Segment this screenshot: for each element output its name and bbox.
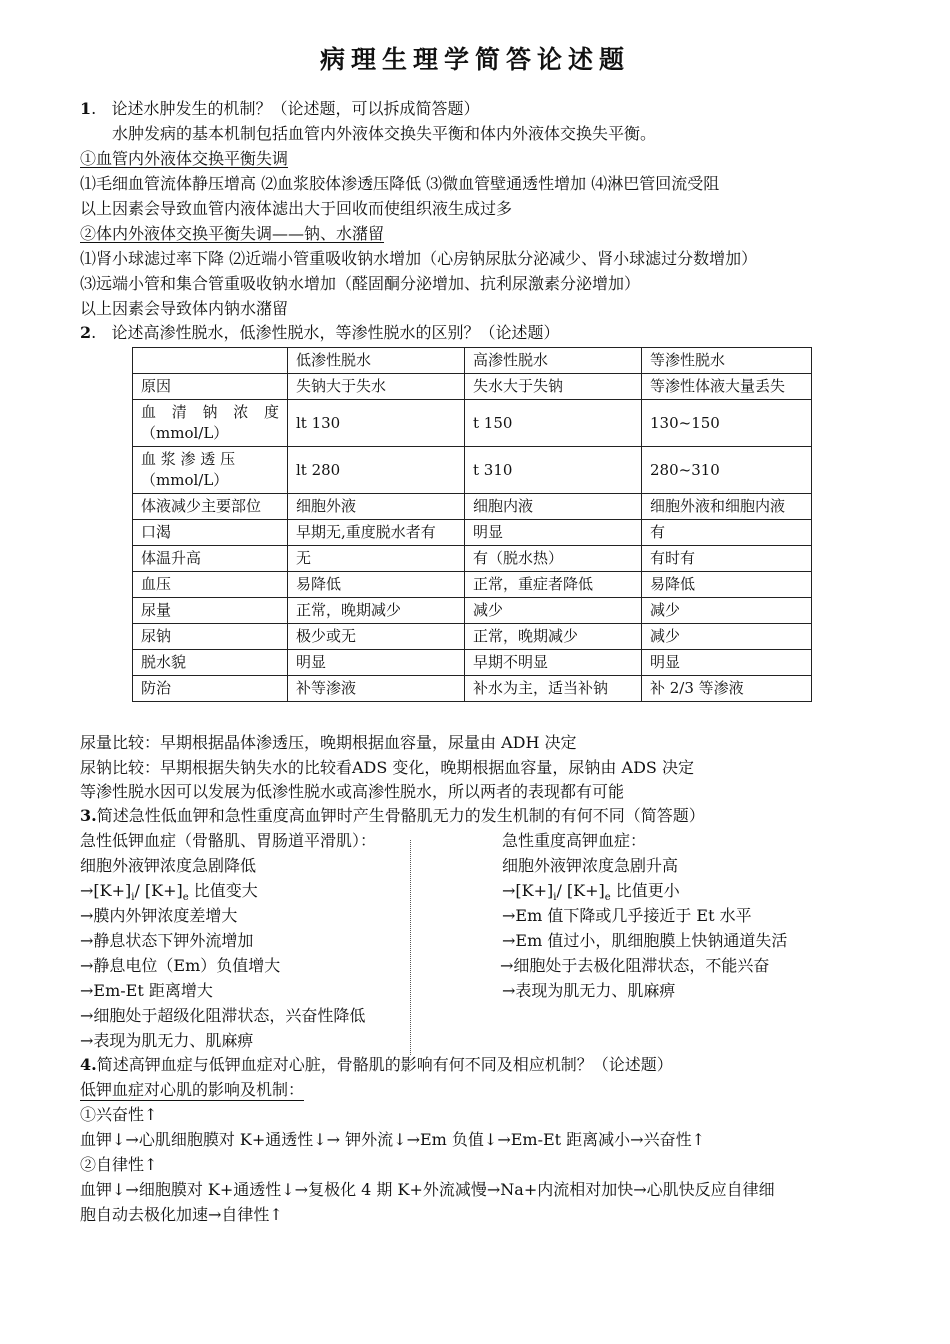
table-cell: 130~150 (642, 400, 812, 447)
table-cell: 尿量 (133, 598, 288, 624)
table-cell: 有（脱水热） (465, 546, 642, 572)
table-cell: 易降低 (642, 572, 812, 598)
table-cell: 明显 (288, 650, 465, 676)
table-cell: 280~310 (642, 447, 812, 494)
left-column-line: →静息状态下钾外流增加 (80, 931, 254, 950)
table-cell: 减少 (642, 598, 812, 624)
table-header: 低渗性脱水 (288, 348, 465, 374)
left-column-line: 急性低钾血症（骨骼肌、胃肠道平滑肌）： (80, 831, 377, 850)
table-cell: 减少 (642, 624, 812, 650)
right-column-line: 细胞外液钾浓度急剧升高 (502, 856, 679, 875)
table-cell: 明显 (642, 650, 812, 676)
right-column-line: →细胞处于去极化阻滞状态，不能兴奋 (500, 956, 770, 975)
dehydration-comparison-table (132, 347, 812, 702)
right-column-line: 急性重度高钾血症： (502, 831, 647, 850)
table-cell: lt 130 (288, 400, 465, 447)
table-cell: 早期无,重度脱水者有 (288, 520, 465, 546)
table-cell (133, 348, 288, 374)
table-row (133, 676, 812, 702)
paragraph: ⑴肾小球滤过率下降 ⑵近端小管重吸收钠水增加（心房钠尿肽分泌减少、肾小球滤过分数增加） (80, 249, 758, 268)
table-cell: 细胞内液 (465, 494, 642, 520)
table-cell: 细胞外液 (288, 494, 465, 520)
table-cell: 正常，晚期减少 (465, 624, 642, 650)
question-number: 1 (80, 99, 92, 118)
table-cell: 防治 (133, 676, 288, 702)
paragraph: 水肿发病的基本机制包括血管内外液体交换失平衡和体内外液体交换失平衡。 (112, 124, 657, 143)
subheading: ①血管内外液体交换平衡失调 (80, 149, 289, 168)
table-cell: 原因 (133, 374, 288, 400)
table-row (133, 447, 812, 494)
table-cell: 明显 (465, 520, 642, 546)
document-title: 病理生理学简答论述题 (319, 45, 630, 74)
question-text: 论述水肿发生的机制？（论述题，可以拆成简答题） (111, 99, 480, 118)
table-cell: 极少或无 (288, 624, 465, 650)
right-column-line: →表现为肌无力、肌麻痹 (502, 981, 676, 1000)
left-column-line: →细胞处于超级化阻滞状态，兴奋性降低 (80, 1006, 366, 1025)
table-cell: 补 2/3 等渗液 (642, 676, 812, 702)
paragraph: 尿量比较：早期根据晶体渗透压，晚期根据血容量，尿量由 ADH 决定 (80, 733, 577, 752)
subheading: ②体内外液体交换平衡失调——钠、水潴留 (80, 224, 385, 243)
paragraph: ⑴毛细血管流体静压增高 ⑵血浆胶体渗透压降低 ⑶微血管壁通透性增加 ⑷淋巴管回流受阻 (80, 174, 720, 193)
question-4 (80, 1054, 673, 1076)
question-2: 2. 论述高渗性脱水，低渗性脱水，等渗性脱水的区别？（论述题） (80, 323, 560, 342)
table-cell: 等渗性体液大量丢失 (642, 374, 812, 400)
paragraph: 尿钠比较：早期根据失钠失水的比较看ADS 变化，晚期根据血容量，尿钠由 ADS 决定 (80, 758, 694, 777)
table-row (133, 520, 812, 546)
table-cell: 口渴 (133, 520, 288, 546)
paragraph: 胞自动去极化加速→自律性↑ (80, 1205, 283, 1224)
table-cell: 失钠大于失水 (288, 374, 465, 400)
table-row (133, 400, 812, 447)
table-cell: 补水为主，适当补钠 (465, 676, 642, 702)
table-cell: 有时有 (642, 546, 812, 572)
question-number: 4. (80, 1055, 97, 1074)
table-cell: 易降低 (288, 572, 465, 598)
left-column-ratio-line: $\to[K+]_i/$ $[K+]_e$ 比值变大 (80, 881, 258, 904)
table-cell: lt 280 (288, 447, 465, 494)
table-cell: 补等渗液 (288, 676, 465, 702)
question-text: 简述急性低血钾和急性重度高血钾时产生骨骼肌无力的发生机制的有何不同（简答题） (96, 806, 705, 825)
paragraph: 等渗性脱水因可以发展为低渗性脱水或高渗性脱水，所以两者的表现都有可能 (80, 782, 625, 801)
table-row (133, 546, 812, 572)
question-number: 3. (80, 806, 97, 825)
right-column-line: →Em 值下降或几乎接近于 Et 水平 (502, 906, 752, 925)
left-column-line: →Em-Et 距离增大 (80, 981, 213, 1000)
table-cell: 细胞外液和细胞内液 (642, 494, 812, 520)
question-text: 论述高渗性脱水，低渗性脱水，等渗性脱水的区别？（论述题） (111, 323, 560, 342)
paragraph: 血钾↓→心肌细胞膜对 K+通透性↓→ 钾外流↓→Em 负值↓→Em-Et 距离减小→兴奋性↑ (80, 1130, 705, 1149)
table-cell: 正常，晚期减少 (288, 598, 465, 624)
table-cell: 体温升高 (133, 546, 288, 572)
table-cell: 血 浆 渗 透 压（mmol/L） (133, 447, 288, 494)
table-header-row (133, 348, 812, 374)
table-row (133, 598, 812, 624)
paragraph: 血钾↓→细胞膜对 K+通透性↓→复极化 4 期 K+外流减慢→Na+内流相对加快→心肌快反应自律细 (80, 1180, 775, 1199)
table-cell: 正常，重症者降低 (465, 572, 642, 598)
table-cell: 减少 (465, 598, 642, 624)
table-cell: 尿钠 (133, 624, 288, 650)
table-cell: 无 (288, 546, 465, 572)
column-divider (410, 840, 411, 1055)
paragraph: ⑶远端小管和集合管重吸收钠水增加（醛固酮分泌增加、抗利尿激素分泌增加） (80, 274, 641, 293)
right-column-line: →Em 值过小，肌细胞膜上快钠通道失活 (502, 931, 788, 950)
table-cell: 脱水貌 (133, 650, 288, 676)
subheading: 低钾血症对心肌的影响及机制： (80, 1080, 305, 1099)
table-cell: t 310 (465, 447, 642, 494)
left-column-line: 细胞外液钾浓度急剧降低 (80, 856, 257, 875)
table-cell: 血压 (133, 572, 288, 598)
table-row (133, 374, 812, 400)
table-cell: 早期不明显 (465, 650, 642, 676)
table-header: 等渗性脱水 (642, 348, 812, 374)
table-cell: 有 (642, 520, 812, 546)
left-column-line: →静息电位（Em）负值增大 (80, 956, 281, 975)
table-row (133, 572, 812, 598)
table-row (133, 494, 812, 520)
table-cell: 血 清 钠 浓 度（mmol/L） (133, 400, 288, 447)
paragraph: ②自律性↑ (80, 1155, 158, 1174)
table-row (133, 650, 812, 676)
right-column-ratio-line: $\to[K+]_i/$ $[K+]_e$ 比值更小 (502, 881, 680, 904)
paragraph: ①兴奋性↑ (80, 1105, 158, 1124)
paragraph: 以上因素会导致血管内液体滤出大于回收而使组织液生成过多 (80, 199, 513, 218)
question-3 (80, 805, 705, 827)
question-1: 1. 论述水肿发生的机制？（论述题，可以拆成简答题） (80, 99, 480, 118)
left-column-line: →膜内外钾浓度差增大 (80, 906, 238, 925)
left-column-line: →表现为肌无力、肌麻痹 (80, 1031, 254, 1050)
table-header: 高渗性脱水 (465, 348, 642, 374)
question-number: 2 (80, 323, 92, 342)
table-cell: t 150 (465, 400, 642, 447)
table-row (133, 624, 812, 650)
table-cell: 体液减少主要部位 (133, 494, 288, 520)
table-cell: 失水大于失钠 (465, 374, 642, 400)
paragraph: 以上因素会导致体内钠水潴留 (80, 299, 289, 318)
question-text: 简述高钾血症与低钾血症对心脏，骨骼肌的影响有何不同及相应机制？（论述题） (96, 1055, 673, 1074)
